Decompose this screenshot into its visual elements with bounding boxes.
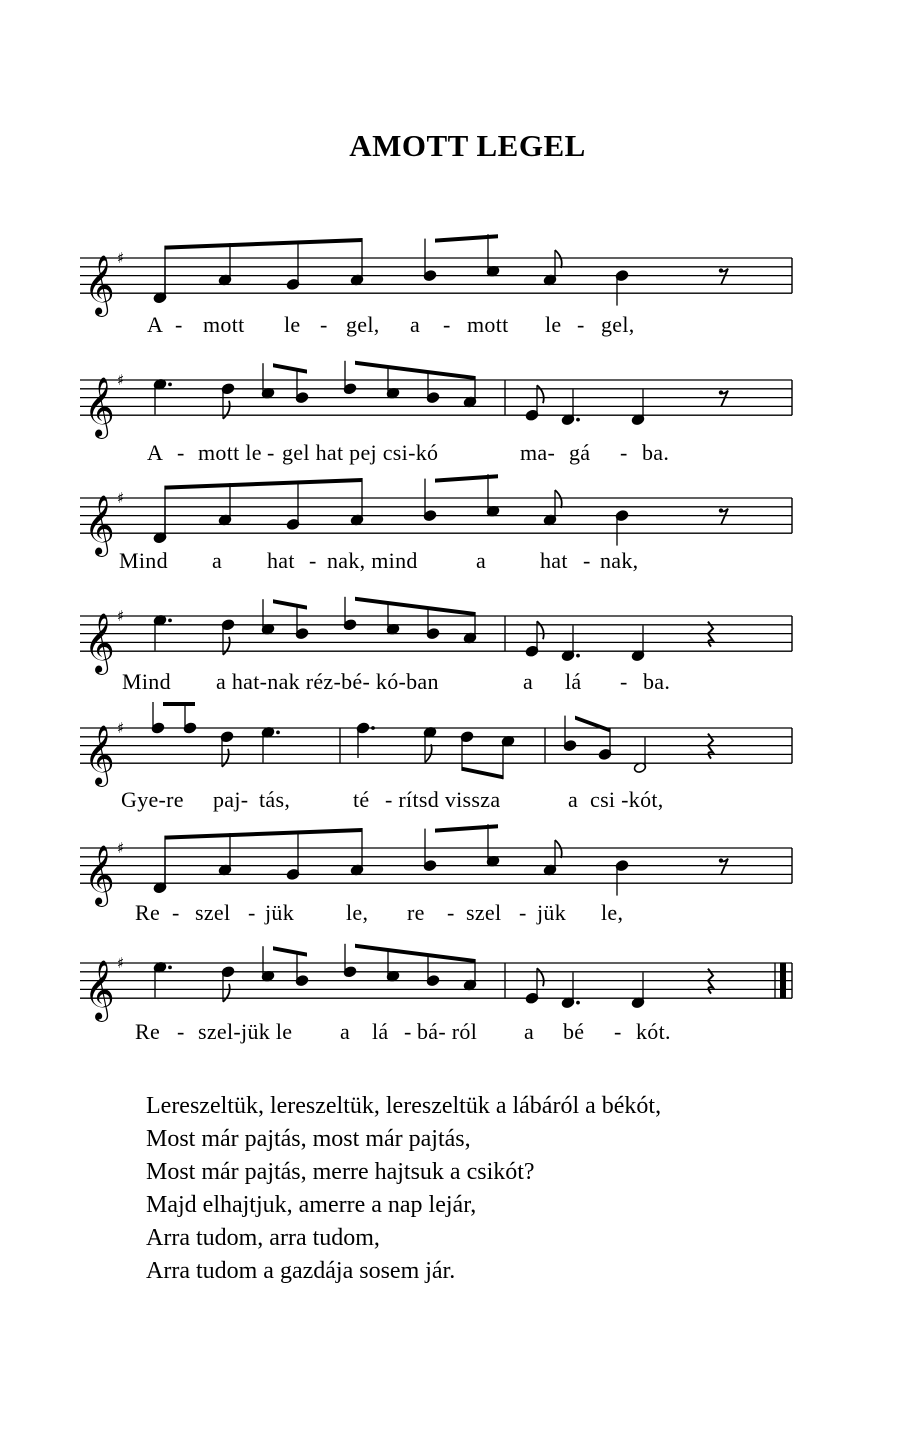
syllable: gel, bbox=[601, 312, 635, 337]
verse-line: Arra tudom a gazdája sosem jár. bbox=[146, 1258, 456, 1284]
sharp-icon: ♯ bbox=[117, 839, 125, 857]
syllable: paj- bbox=[213, 787, 249, 812]
syllable: a bbox=[212, 548, 223, 573]
treble-clef-icon: 𝄞 bbox=[84, 255, 115, 316]
syllable: le bbox=[545, 312, 562, 337]
syllable: - rítsd vissza bbox=[385, 787, 501, 812]
syllable: le, bbox=[601, 900, 624, 925]
lyrics-line-7 bbox=[0, 935, 900, 1060]
syllable: szel-jük le bbox=[198, 1019, 293, 1044]
syllable: a hat-nak réz-bé- kó-ban bbox=[216, 669, 439, 694]
treble-clef-icon: 𝄞 bbox=[84, 613, 115, 674]
music-system-5 bbox=[0, 700, 900, 825]
verse-line: Lereszeltük, lereszeltük, lereszeltük a lábáról a békót, bbox=[146, 1093, 662, 1119]
syllable: mott le bbox=[198, 440, 262, 465]
verse-line: Most már pajtás, most már pajtás, bbox=[146, 1126, 471, 1152]
syllable: - bbox=[583, 548, 591, 573]
music-system-3 bbox=[0, 470, 900, 595]
syllable: lá bbox=[372, 1019, 389, 1044]
syllable: gá bbox=[569, 440, 591, 465]
syllable: A bbox=[147, 312, 164, 337]
syllable: - bbox=[177, 1019, 185, 1044]
syllable: - bbox=[620, 440, 628, 465]
syllable: mott bbox=[203, 312, 245, 337]
treble-clef-icon: 𝄞 bbox=[84, 377, 115, 438]
syllable: re bbox=[407, 900, 425, 925]
syllable: kót. bbox=[636, 1019, 671, 1044]
lyrics-line-6 bbox=[0, 820, 900, 945]
syllable: a bbox=[410, 312, 421, 337]
treble-clef-icon: 𝄞 bbox=[84, 495, 115, 556]
syllable: gel hat pej csi-kó bbox=[282, 440, 439, 465]
verse-line: Most már pajtás, merre hajtsuk a csikót? bbox=[146, 1159, 535, 1185]
syllable: ma- bbox=[520, 440, 556, 465]
syllable: le, bbox=[346, 900, 369, 925]
sharp-icon: ♯ bbox=[117, 371, 125, 389]
lyrics-line-3 bbox=[0, 470, 900, 595]
verse-text bbox=[146, 1090, 866, 1288]
syllable: - bbox=[320, 312, 328, 337]
syllable: té bbox=[353, 787, 370, 812]
music-system-4 bbox=[0, 588, 900, 713]
lyrics-line-4 bbox=[0, 588, 900, 713]
syllable: a bbox=[524, 1019, 535, 1044]
syllable: - bbox=[172, 900, 180, 925]
syllable: Mind bbox=[122, 669, 171, 694]
syllable: - bbox=[447, 900, 455, 925]
syllable: bé bbox=[563, 1019, 585, 1044]
syllable: hat bbox=[540, 548, 568, 573]
sharp-icon: ♯ bbox=[117, 607, 125, 625]
syllable: nak, mind bbox=[327, 548, 418, 573]
syllable: - bbox=[248, 900, 256, 925]
sharp-icon: ♯ bbox=[117, 489, 125, 507]
syllable: - bbox=[614, 1019, 622, 1044]
syllable: ba. bbox=[643, 669, 671, 694]
syllable: a bbox=[340, 1019, 351, 1044]
song-title: AMOTT LEGEL bbox=[349, 128, 586, 163]
syllable: gel, bbox=[346, 312, 380, 337]
sharp-icon: ♯ bbox=[117, 719, 125, 737]
syllable: hat bbox=[267, 548, 295, 573]
syllable: - bbox=[175, 312, 183, 337]
sharp-icon: ♯ bbox=[117, 249, 125, 267]
syllable: - bbox=[309, 548, 317, 573]
syllable: tás, bbox=[259, 787, 291, 812]
syllable: - bbox=[443, 312, 451, 337]
syllable: jük bbox=[537, 900, 567, 925]
syllable: Mind bbox=[119, 548, 168, 573]
syllable: a bbox=[476, 548, 487, 573]
syllable: nak, bbox=[600, 548, 639, 573]
verse-line: Arra tudom, arra tudom, bbox=[146, 1225, 380, 1251]
lyrics-line-2 bbox=[0, 352, 900, 477]
syllable: jük bbox=[265, 900, 295, 925]
syllable: csi -kót, bbox=[590, 787, 664, 812]
syllable: - bbox=[620, 669, 628, 694]
syllable: Re bbox=[135, 1019, 161, 1044]
syllable: a bbox=[568, 787, 579, 812]
syllable: A bbox=[147, 440, 164, 465]
music-system-7 bbox=[0, 935, 900, 1060]
syllable: ba. bbox=[642, 440, 670, 465]
treble-clef-icon: 𝄞 bbox=[84, 960, 115, 1021]
syllable: szel bbox=[195, 900, 231, 925]
verse-line: Majd elhajtjuk, amerre a nap lejár, bbox=[146, 1192, 477, 1218]
music-system-6 bbox=[0, 820, 900, 945]
syllable: lá bbox=[565, 669, 582, 694]
music-system-1 bbox=[0, 230, 900, 355]
treble-clef-icon: 𝄞 bbox=[84, 845, 115, 906]
syllable: - bbox=[519, 900, 527, 925]
syllable: - bbox=[267, 440, 275, 465]
syllable: szel bbox=[466, 900, 502, 925]
music-system-2 bbox=[0, 352, 900, 477]
treble-clef-icon: 𝄞 bbox=[84, 725, 115, 786]
sharp-icon: ♯ bbox=[117, 954, 125, 972]
syllable: - bbox=[177, 440, 185, 465]
syllable: mott bbox=[467, 312, 509, 337]
syllable: Gye-re bbox=[121, 787, 184, 812]
syllable: Re bbox=[135, 900, 161, 925]
syllable: bá- ról bbox=[417, 1019, 478, 1044]
syllable: le bbox=[284, 312, 301, 337]
syllable: - bbox=[404, 1019, 412, 1044]
syllable: a bbox=[523, 669, 534, 694]
syllable: - bbox=[577, 312, 585, 337]
lyrics-line-5 bbox=[0, 700, 900, 825]
lyrics-line-1 bbox=[0, 230, 900, 355]
